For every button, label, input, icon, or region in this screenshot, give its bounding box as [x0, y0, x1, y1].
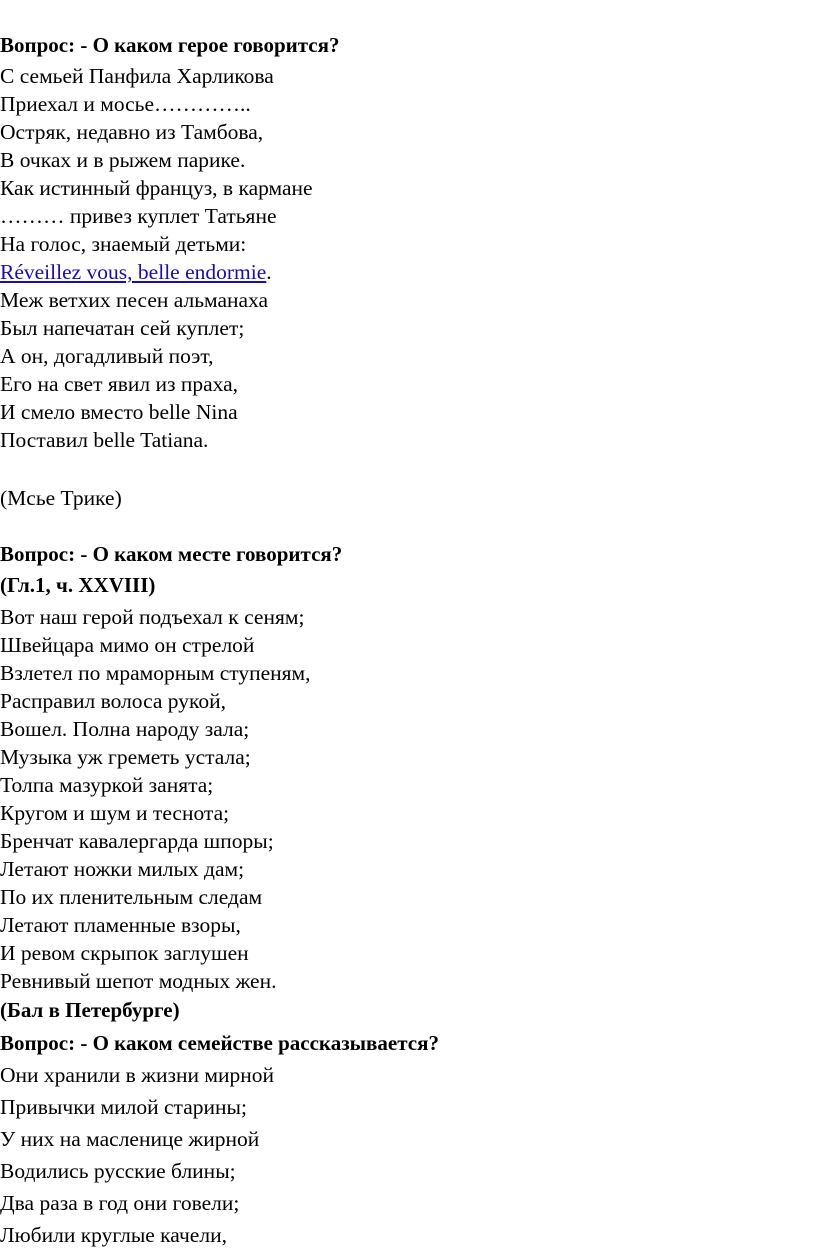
poem-line: Поставил belle Tatiana.	[0, 428, 209, 452]
question-heading-1: Вопрос: - О каком герое говорится?	[0, 33, 340, 57]
poem-line: И смело вместо belle Nina	[0, 400, 238, 424]
poem-line: В очках и в рыжем парике.	[0, 148, 246, 172]
song-title-link[interactable]: Réveillez vous, belle endormie	[0, 260, 267, 284]
question-heading-2: Вопрос: - О каком месте говорится?	[0, 542, 343, 566]
poem-line: Музыка уж греметь устала;	[0, 745, 251, 769]
poem-line: Приехал и мосье…………..	[0, 92, 251, 116]
poem-line: Они хранили в жизни мирной	[0, 1063, 274, 1087]
poem-line: И ревом скрыпок заглушен	[0, 941, 249, 965]
poem-line: На голос, знаемый детьми:	[0, 232, 247, 256]
link-suffix: .	[266, 260, 272, 284]
chapter-reference: (Гл.1, ч. XXVIII)	[0, 573, 156, 597]
poem-line: Ревнивый шепот модных жен.	[0, 969, 277, 993]
poem-line: Меж ветхих песен альманаха	[0, 288, 269, 312]
poem-line: Вошел. Полна народу зала;	[0, 717, 250, 741]
poem-line: Два раза в год они говели;	[0, 1191, 240, 1215]
question-heading-3: Вопрос: - О каком семействе рассказывается?	[0, 1031, 439, 1055]
poem-line: Толпа мазуркой занята;	[0, 773, 214, 797]
poem-line: Любили круглые качели,	[0, 1223, 227, 1247]
poem-line: Взлетел по мраморным ступеням,	[0, 661, 311, 685]
poem-line: У них на масленице жирной	[0, 1127, 260, 1151]
poem-line: Как истинный француз, в кармане	[0, 176, 313, 200]
poem-line: Кругом и шум и теснота;	[0, 801, 230, 825]
poem-line-with-link	[0, 259, 272, 285]
poem-line: По их пленительным следам	[0, 885, 263, 909]
poem-line: Летают пламенные взоры,	[0, 913, 241, 937]
poem-line: Швейцара мимо он стрелой	[0, 633, 255, 657]
poem-line: Летают ножки милых дам;	[0, 857, 245, 881]
poem-line: А он, догадливый поэт,	[0, 344, 214, 368]
poem-line: Водились русские блины;	[0, 1159, 236, 1183]
poem-line: Привычки милой старины;	[0, 1095, 247, 1119]
poem-line: Вот наш герой подъехал к сеням;	[0, 605, 305, 629]
answer-text-2: (Бал в Петербурге)	[0, 998, 180, 1022]
poem-line: Остряк, недавно из Тамбова,	[0, 120, 264, 144]
poem-line: Его на свет явил из праха,	[0, 372, 239, 396]
answer-text-1: (Мсье Трике)	[0, 486, 122, 510]
poem-line: ……… привез куплет Татьяне	[0, 204, 277, 228]
poem-line: Бренчат кавалергарда шпоры;	[0, 829, 274, 853]
poem-line: С семьей Панфила Харликова	[0, 64, 274, 88]
poem-line: Был напечатан сей куплет;	[0, 316, 245, 340]
poem-line: Расправил волоса рукой,	[0, 689, 227, 713]
